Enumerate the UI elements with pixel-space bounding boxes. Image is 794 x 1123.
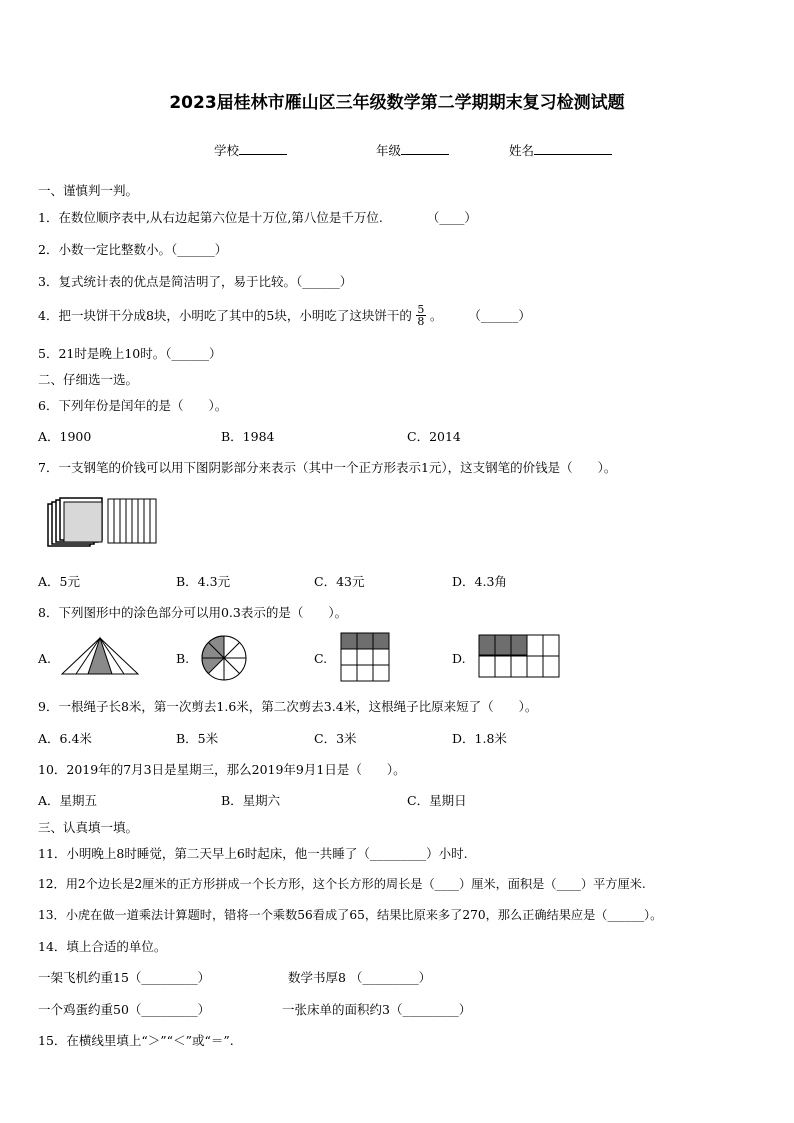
q8-option-b-label[interactable]: B. <box>176 651 190 666</box>
school-field <box>214 141 287 159</box>
q6-option-a[interactable]: A．1900 <box>38 429 92 444</box>
q8-option-a-label[interactable]: A. <box>38 651 52 666</box>
q9-option-c[interactable]: C．3米 <box>314 731 357 746</box>
q6-option-b[interactable]: B．1984 <box>221 429 275 444</box>
section-1-heading: 一、谨慎判一判。 <box>38 183 139 198</box>
q8-option-c-grid[interactable] <box>340 632 390 682</box>
question-12: 12．用2个边长是2厘米的正方形拼成一个长方形，这个长方形的周长是（____）厘米，面积是（____）平方厘米. <box>38 877 646 891</box>
grade-input-line[interactable] <box>401 142 449 155</box>
question-1-blank[interactable]: （____） <box>426 210 477 225</box>
name-label: 姓名 <box>509 143 535 158</box>
question-9: 9．一根绳子长8米，第一次剪去1.6米，第二次剪去3.4米，这根绳子比原来短了（ ）。 <box>38 699 538 714</box>
q9-option-d[interactable]: D．1.8米 <box>452 731 507 746</box>
section-2-heading: 二、仔细选一选。 <box>38 372 139 387</box>
q10-option-a[interactable]: A．星期五 <box>38 793 98 808</box>
name-input-line[interactable] <box>534 142 612 155</box>
question-4 <box>38 302 531 328</box>
question-10: 10．2019年的7月3日是星期三，那么2019年9月1日是（ ）。 <box>38 762 406 777</box>
question-13: 13．小虎在做一道乘法计算题时，错将一个乘数56看成了65，结果比原来多了270，那么正确结果应是（______）。 <box>38 908 663 922</box>
q8-option-a-triangle[interactable] <box>60 636 140 676</box>
q9-option-b[interactable]: B．5米 <box>176 731 219 746</box>
q8-option-d-label[interactable]: D. <box>452 651 466 666</box>
q10-option-c[interactable]: C．星期日 <box>407 793 467 808</box>
page-title: 2023届桂林市雁山区三年级数学第二学期期末复习检测试题 <box>169 93 625 113</box>
q8-option-c-label[interactable]: C. <box>314 651 328 666</box>
question-1-text: 1．在数位顺序表中,从右边起第六位是十万位,第八位是千万位. <box>38 210 383 225</box>
q6-option-c[interactable]: C．2014 <box>407 429 461 444</box>
question-5: 5．21时是晚上10时。（______） <box>38 346 222 361</box>
q8-option-d-grid[interactable] <box>478 634 560 680</box>
q14-item-book[interactable]: 数学书厚8 （_________） <box>288 970 432 985</box>
question-3: 3．复式统计表的优点是简洁明了，易于比较。（______） <box>38 274 353 289</box>
question-4-text: 4．把一块饼干分成8块，小明吃了其中的5块，小明吃了这块饼干的 <box>38 308 412 323</box>
fraction-denominator: 8 <box>417 314 425 328</box>
q14-item-airplane[interactable]: 一架飞机约重15（_________） <box>38 970 211 985</box>
question-4-blank[interactable]: （______） <box>468 308 531 323</box>
grade-label: 年级 <box>376 143 402 158</box>
q14-item-egg[interactable]: 一个鸡蛋约重50（_________） <box>38 1002 211 1017</box>
question-4-end: 。 <box>429 308 443 323</box>
fraction-numerator: 5 <box>417 302 425 316</box>
q14-item-bedsheet[interactable]: 一张床单的面积约3（_________） <box>282 1002 472 1017</box>
section-3-heading: 三、认真填一填。 <box>38 820 139 835</box>
q7-column-strips <box>108 499 156 543</box>
school-label: 学校 <box>214 143 240 158</box>
q7-option-b[interactable]: B．4.3元 <box>176 574 231 589</box>
question-11: 11．小明晚上8时睡觉，第二天早上6时起床，他一共睡了（_________）小时. <box>38 846 468 861</box>
q7-option-c[interactable]: C．43元 <box>314 574 365 589</box>
question-2: 2．小数一定比整数小。（______） <box>38 242 228 257</box>
q10-option-b[interactable]: B．星期六 <box>221 793 281 808</box>
q7-square-shade <box>64 502 102 542</box>
school-input-line[interactable] <box>239 142 287 155</box>
name-field <box>509 141 612 159</box>
question-7: 7．一支钢笔的价钱可以用下图阴影部分来表示（其中一个正方形表示1元），这支钢笔的价钱是（ ）。 <box>38 460 617 475</box>
q9-option-a[interactable]: A．6.4米 <box>38 731 92 746</box>
question-14: 14．填上合适的单位。 <box>38 939 167 954</box>
question-15: 15．在横线里填上“＞”“＜”或“＝”. <box>38 1033 234 1048</box>
q8-option-b-circle[interactable] <box>200 634 248 682</box>
q7-figure <box>44 496 159 556</box>
question-6: 6．下列年份是闰年的是（ ）。 <box>38 398 228 413</box>
q7-option-d[interactable]: D．4.3角 <box>452 574 507 589</box>
fraction-five-eighths <box>416 304 426 327</box>
q7-option-a[interactable]: A．5元 <box>38 574 80 589</box>
question-8: 8．下列图形中的涂色部分可以用0.3表示的是（ ）。 <box>38 605 348 620</box>
question-1 <box>38 208 477 226</box>
grade-field <box>376 141 449 159</box>
